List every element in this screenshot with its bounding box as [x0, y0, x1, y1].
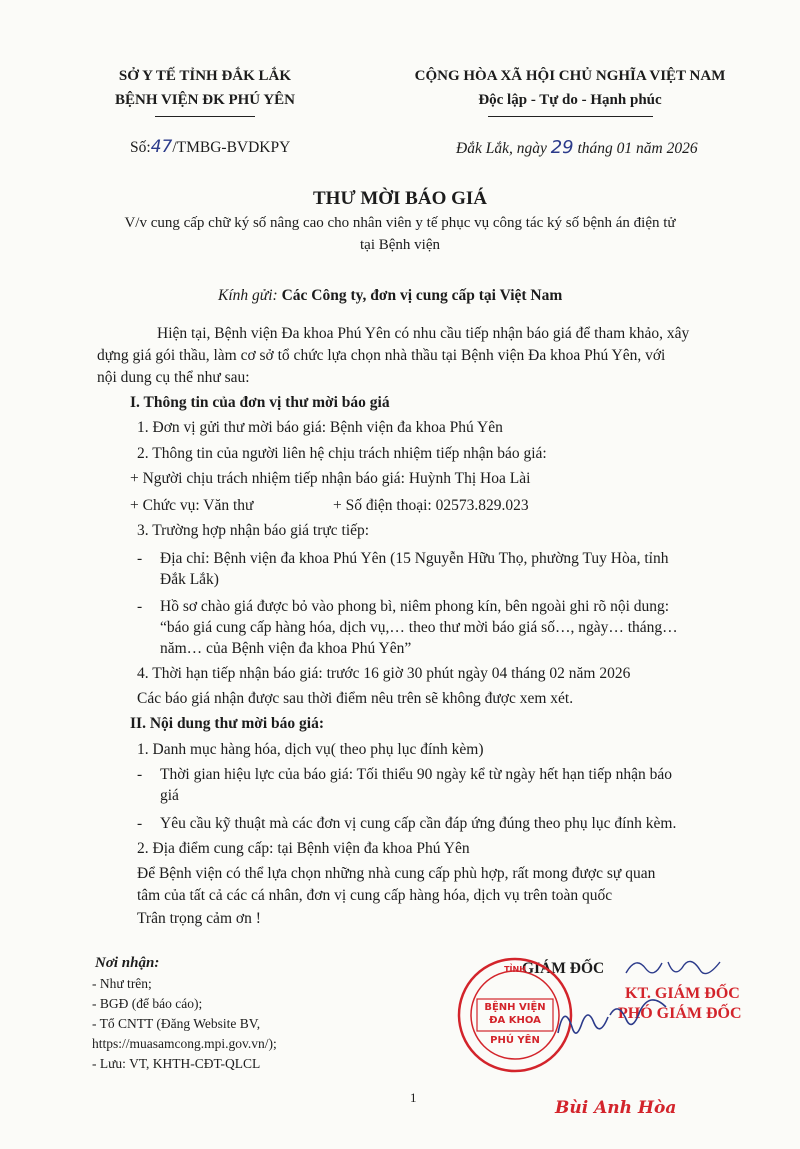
doc-subtitle-line1: V/v cung cấp chữ ký số nâng cao cho nhân viên y tế phục vụ công tác ký số bệnh án điện tử — [124, 215, 676, 231]
seal-top-text: TỈNH — [504, 965, 526, 974]
intro-line3: nội dung cụ thể như sau: — [97, 369, 250, 386]
file-line3: năm… của Bệnh viện đa khoa Phú Yên” — [160, 640, 412, 657]
org-name: BỆNH VIỆN ĐK PHÚ YÊN — [114, 92, 296, 108]
org-parent: SỞ Y TẾ TỈNH ĐẮK LẮK — [118, 68, 292, 84]
signature-role: GIÁM ĐỐC — [522, 960, 605, 977]
seal-line2: ĐA KHOA — [489, 1015, 541, 1026]
file-line2: “báo giá cung cấp hàng hóa, dịch vụ,… theo thư mời báo giá số…, ngày… tháng… — [160, 619, 678, 636]
thanks: Trân trọng cảm ơn ! — [137, 910, 261, 927]
section2-item2: 2. Địa điểm cung cấp: tại Bệnh viện đa khoa Phú Yên — [137, 840, 470, 857]
doc-subtitle-line2: tại Bệnh viện — [360, 237, 440, 253]
recipient-3-line1: - Tổ CNTT (Đăng Website BV, — [92, 1016, 261, 1031]
tech-requirement: Yêu cầu kỹ thuật mà các đơn vị cung cấp cần đáp ứng đúng theo phụ lục đính kèm. — [160, 815, 677, 832]
greeting-label: Kính gửi: — [218, 287, 278, 304]
date-prefix: Đắk Lắk, ngày — [456, 140, 547, 157]
section1-heading: I. Thông tin của đơn vị thư mời báo giá — [130, 394, 390, 411]
signer-name: Bùi Anh Hòa — [555, 1098, 677, 1118]
section1-note: Các báo giá nhận được sau thời điểm nêu trên sẽ không được xem xét. — [137, 690, 574, 707]
section1-item4: 4. Thời hạn tiếp nhận báo giá: trước 16 giờ 30 phút ngày 04 tháng 02 năm 2026 — [137, 665, 631, 682]
section2-heading: II. Nội dung thư mời báo giá: — [130, 715, 325, 732]
recipient-3-line2: https://muasamcong.mpi.gov.vn/); — [92, 1036, 277, 1051]
page-number: 1 — [410, 1090, 417, 1105]
file-line1: Hồ sơ chào giá được bỏ vào phong bì, niêm phong kín, bên ngoài ghi rõ nội dung: — [160, 598, 670, 615]
section1-item2: 2. Thông tin của người liên hệ chịu trách nhiệm tiếp nhận báo giá: — [137, 445, 547, 462]
date-day-handwritten: 29 — [550, 137, 574, 158]
doc-title: THƯ MỜI BÁO GIÁ — [313, 188, 487, 209]
motto-underline — [488, 116, 653, 117]
validity-line2: giá — [160, 787, 179, 804]
section1-item3: 3. Trường hợp nhận báo giá trực tiếp: — [137, 522, 370, 539]
kt-director-stamp: KT. GIÁM ĐỐC — [625, 985, 740, 1002]
tech-bullet: - — [137, 815, 143, 832]
intro-line1: Hiện tại, Bệnh viện Đa khoa Phú Yên có nhu cầu tiếp nhận báo giá để tham khảo, xây — [157, 325, 690, 342]
address-line1: Địa chỉ: Bệnh viện đa khoa Phú Yên (15 Nguyễn Hữu Thọ, phường Tuy Hòa, tỉnh — [160, 550, 669, 567]
recipient-2: - BGĐ (để báo cáo); — [92, 996, 203, 1011]
contact-person: + Người chịu trách nhiệm tiếp nhận báo giá: Huỳnh Thị Hoa Lài — [130, 470, 531, 487]
address-line2: Đắk Lắk) — [160, 571, 219, 588]
initial-scribble — [620, 948, 730, 988]
date-suffix: tháng 01 năm 2026 — [577, 140, 698, 157]
greeting — [218, 287, 562, 305]
deputy-director-stamp: PHÓ GIÁM ĐỐC — [618, 1005, 742, 1022]
doc-number-prefix: Số: — [130, 139, 151, 156]
org-underline — [155, 116, 255, 117]
recipients-title: Nơi nhận: — [95, 955, 160, 971]
address-bullet: - — [137, 550, 143, 567]
file-bullet: - — [137, 598, 143, 615]
doc-number-suffix: /TMBG-BVDKPY — [172, 139, 291, 156]
contact-position: + Chức vụ: Văn thư — [130, 497, 254, 514]
section2-item1: 1. Danh mục hàng hóa, dịch vụ( theo phụ lục đính kèm) — [137, 741, 484, 758]
seal-line3: PHÚ YÊN — [490, 1035, 540, 1046]
contact-phone: + Số điện thoại: 02573.829.023 — [333, 497, 529, 514]
doc-date — [456, 137, 698, 158]
recipient-4: - Lưu: VT, KHTH-CĐT-QLCL — [92, 1056, 261, 1071]
closing-line1: Để Bệnh viện có thể lựa chọn những nhà cung cấp phù hợp, rất mong được sự quan — [137, 865, 656, 882]
intro-line2: dựng giá gói thầu, làm cơ sở tổ chức lựa chọn nhà thầu tại Bệnh viện Đa khoa Phú Yên, với — [97, 347, 666, 364]
validity-line1: Thời gian hiệu lực của báo giá: Tối thiểu 90 ngày kể từ ngày hết hạn tiếp nhận báo — [160, 766, 672, 783]
validity-bullet: - — [137, 766, 143, 783]
doc-number-handwritten: 47 — [150, 137, 173, 157]
closing-line2: tâm của tất cả các cá nhân, đơn vị cung cấp hàng hóa, dịch vụ trên toàn quốc — [137, 887, 613, 904]
doc-number — [130, 137, 290, 157]
greeting-recipient: Các Công ty, đơn vị cung cấp tại Việt Nam — [281, 287, 563, 304]
nation-title: CỘNG HÒA XÃ HỘI CHỦ NGHĨA VIỆT NAM — [414, 68, 726, 84]
section1-item1: 1. Đơn vị gửi thư mời báo giá: Bệnh viện đa khoa Phú Yên — [137, 419, 503, 436]
recipient-1: - Như trên; — [92, 976, 152, 991]
handwritten-signature — [548, 995, 678, 1050]
seal-line1: BỆNH VIỆN — [484, 1002, 546, 1013]
motto: Độc lập - Tự do - Hạnh phúc — [478, 92, 662, 108]
